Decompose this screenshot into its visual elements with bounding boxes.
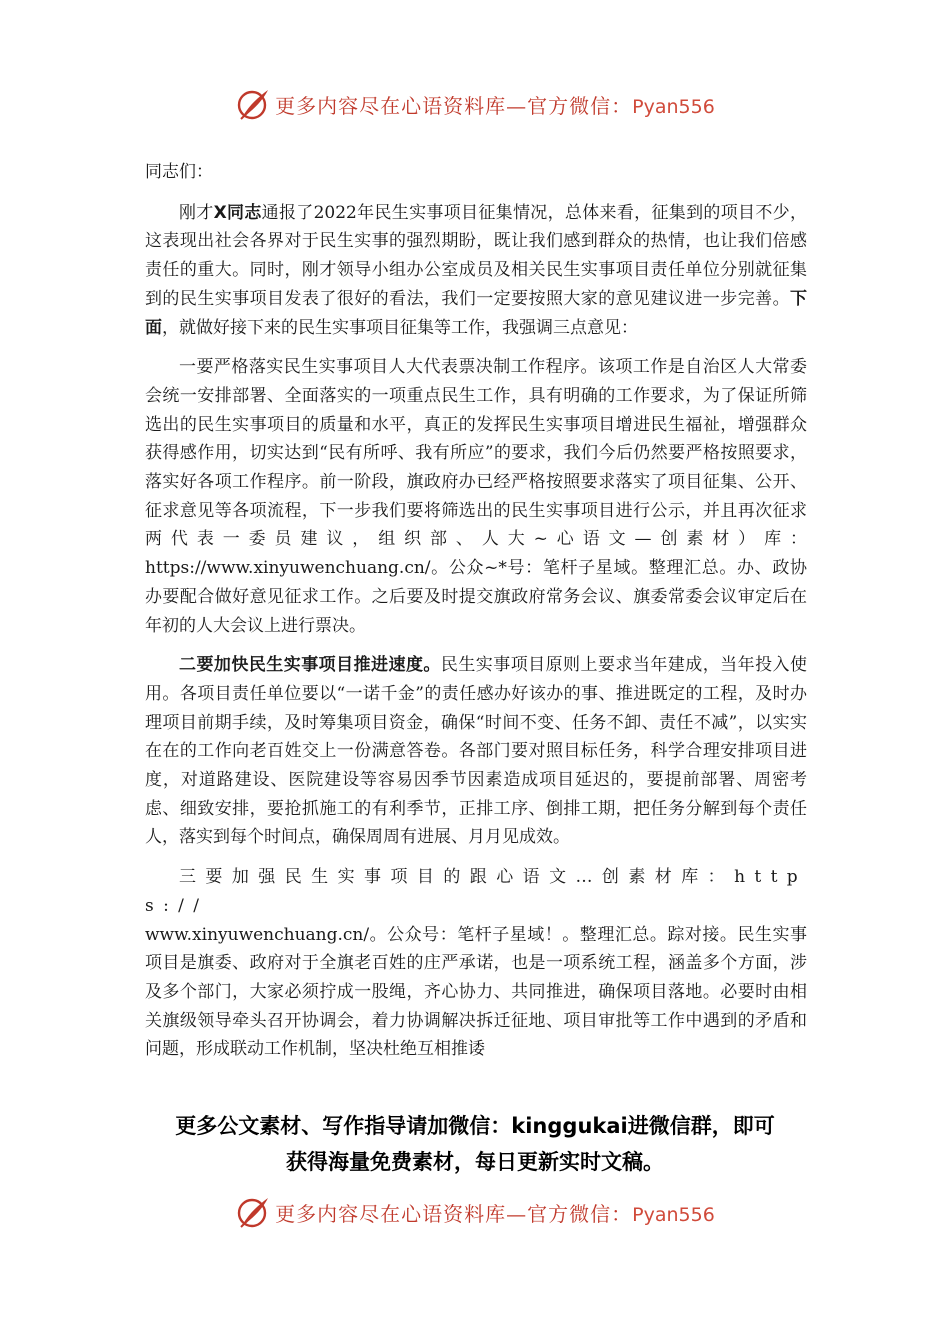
greeting: 同志们： [145, 162, 213, 182]
banner-wechat-id: Pyan556 [632, 95, 715, 118]
p1-text-2: 通报了2022年民生实事项目征集情况，总体来看，征集到的项目不少，这表现出社会各界对于民生实事的强烈期盼，既让我们感到群众的热情，也让我们倍感责任的重大。同时，刚才领导小组办公室成员及相关民生实事项目责任单位分别就征集到的民生实事项目发表了很好的看法，我们一定要按照大家的意见建议进一步完善。 [145, 202, 807, 309]
p1-bold-2: 下面 [145, 288, 807, 338]
banner-text [275, 90, 715, 119]
paragraph-2: 一要严格落实民生实事项目人大代表票决制工作程序。该项工作是自治区人大常委会统一安排部署、全面落实的一项重点民生工作，具有明确的工作要求，为了保证所筛选出的民生实事项目的质量和水平，真正的发挥民生实事项目增进民生福祉，增强群众获得感作用，切实达到“民有所呼、我有所应”的要求，我们今后仍然要严格按照要求，落实好各项工作程序。前一阶段，旗政府办已经严格按照要求落实了项目征集、公开、征求意见等各项流程，下一步我们要将筛选出的民生实事项目进行公示，并且再次征求两代表一委员建议，组织部、人大~心语文—创素材）库：https://www.xinyuwenchuang.cn/。公众~*号：笔杆子星域。整理汇总。办、政协办要配合做好意见征求工作。之后要及时提交旗政府常务会议、旗委常委会议审定后在年初的人大会议上进行票决。 [145, 357, 807, 636]
banner-separator: — [506, 93, 528, 118]
p1-text-3: ，就做好接下来的民生实事项目征集等工作，我强调三点意见： [162, 317, 638, 338]
promo-line-1: 更多公文素材、写作指导请加微信：kinggukai进微信群，即可 [175, 1114, 775, 1138]
p3-heading: 二要加快民生实事项目推进速度。 [179, 655, 441, 676]
p3-text: 民生实事项目原则上要求当年建成，当年投入使用。各项目责任单位要以“一诺千金”的责任感办好该办的事、推进既定的工程，及时办理项目前期手续，及时筹集项目资金，确保“时间不变、任务不卸、责任不减”，以实实在在的工作向老百姓交上一份满意答卷。各部门要对照目标任务，科学合理安排项目进度，对道路建设、医院建设等容易因季节因素造成项目延迟的，要提前部署、周密考虑、细致安排，要抢抓施工的有利季节，正排工序、倒排工期，把任务分解到每个责任人，落实到每个时间点，确保周周有进展、月月见成效。 [145, 655, 808, 848]
paragraph-4-first-line: 三要加强民生实事项目的跟心语文…创素材库：https:// [145, 867, 807, 916]
banner-separator: — [506, 1201, 528, 1226]
header-banner [0, 82, 950, 126]
p1-text-1: 刚才 [179, 202, 214, 223]
quill-logo-icon [235, 1194, 271, 1230]
promo-block [100, 1108, 850, 1180]
banner-brand: 更多内容尽在心语资料库 [275, 93, 507, 118]
paragraph-1 [145, 199, 807, 343]
banner-brand: 更多内容尽在心语资料库 [275, 1201, 507, 1226]
promo-line-2: 获得海量免费素材，每日更新实时文稿。 [286, 1150, 664, 1174]
paragraph-4-rest: www.xinyuwenchuang.cn/。公众号：笔杆子星域！。整理汇总。踪对接。民生实事项目是旗委、政府对于全旗老百姓的庄严承诺，也是一项系统工程，涵盖多个方面，涉及多个部门，大家必须拧成一股绳，齐心协力、共同推进，确保项目落地。必要时由相关旗级领导牵头召开协调会，着力协调解决拆迁征地、项目审批等工作中遇到的矛盾和问题，形成联动工作机制，坚决杜绝互相推诿 [145, 924, 807, 1060]
banner-label: 官方微信： [527, 93, 633, 118]
banner-wechat-id: Pyan556 [632, 1203, 715, 1226]
document-body [145, 158, 807, 1064]
quill-logo-icon [235, 86, 271, 122]
paragraph-3 [145, 651, 807, 852]
banner-text [275, 1198, 715, 1227]
footer-banner [0, 1190, 950, 1234]
banner-label: 官方微信： [527, 1201, 633, 1226]
p1-bold-1: X同志 [213, 202, 262, 223]
